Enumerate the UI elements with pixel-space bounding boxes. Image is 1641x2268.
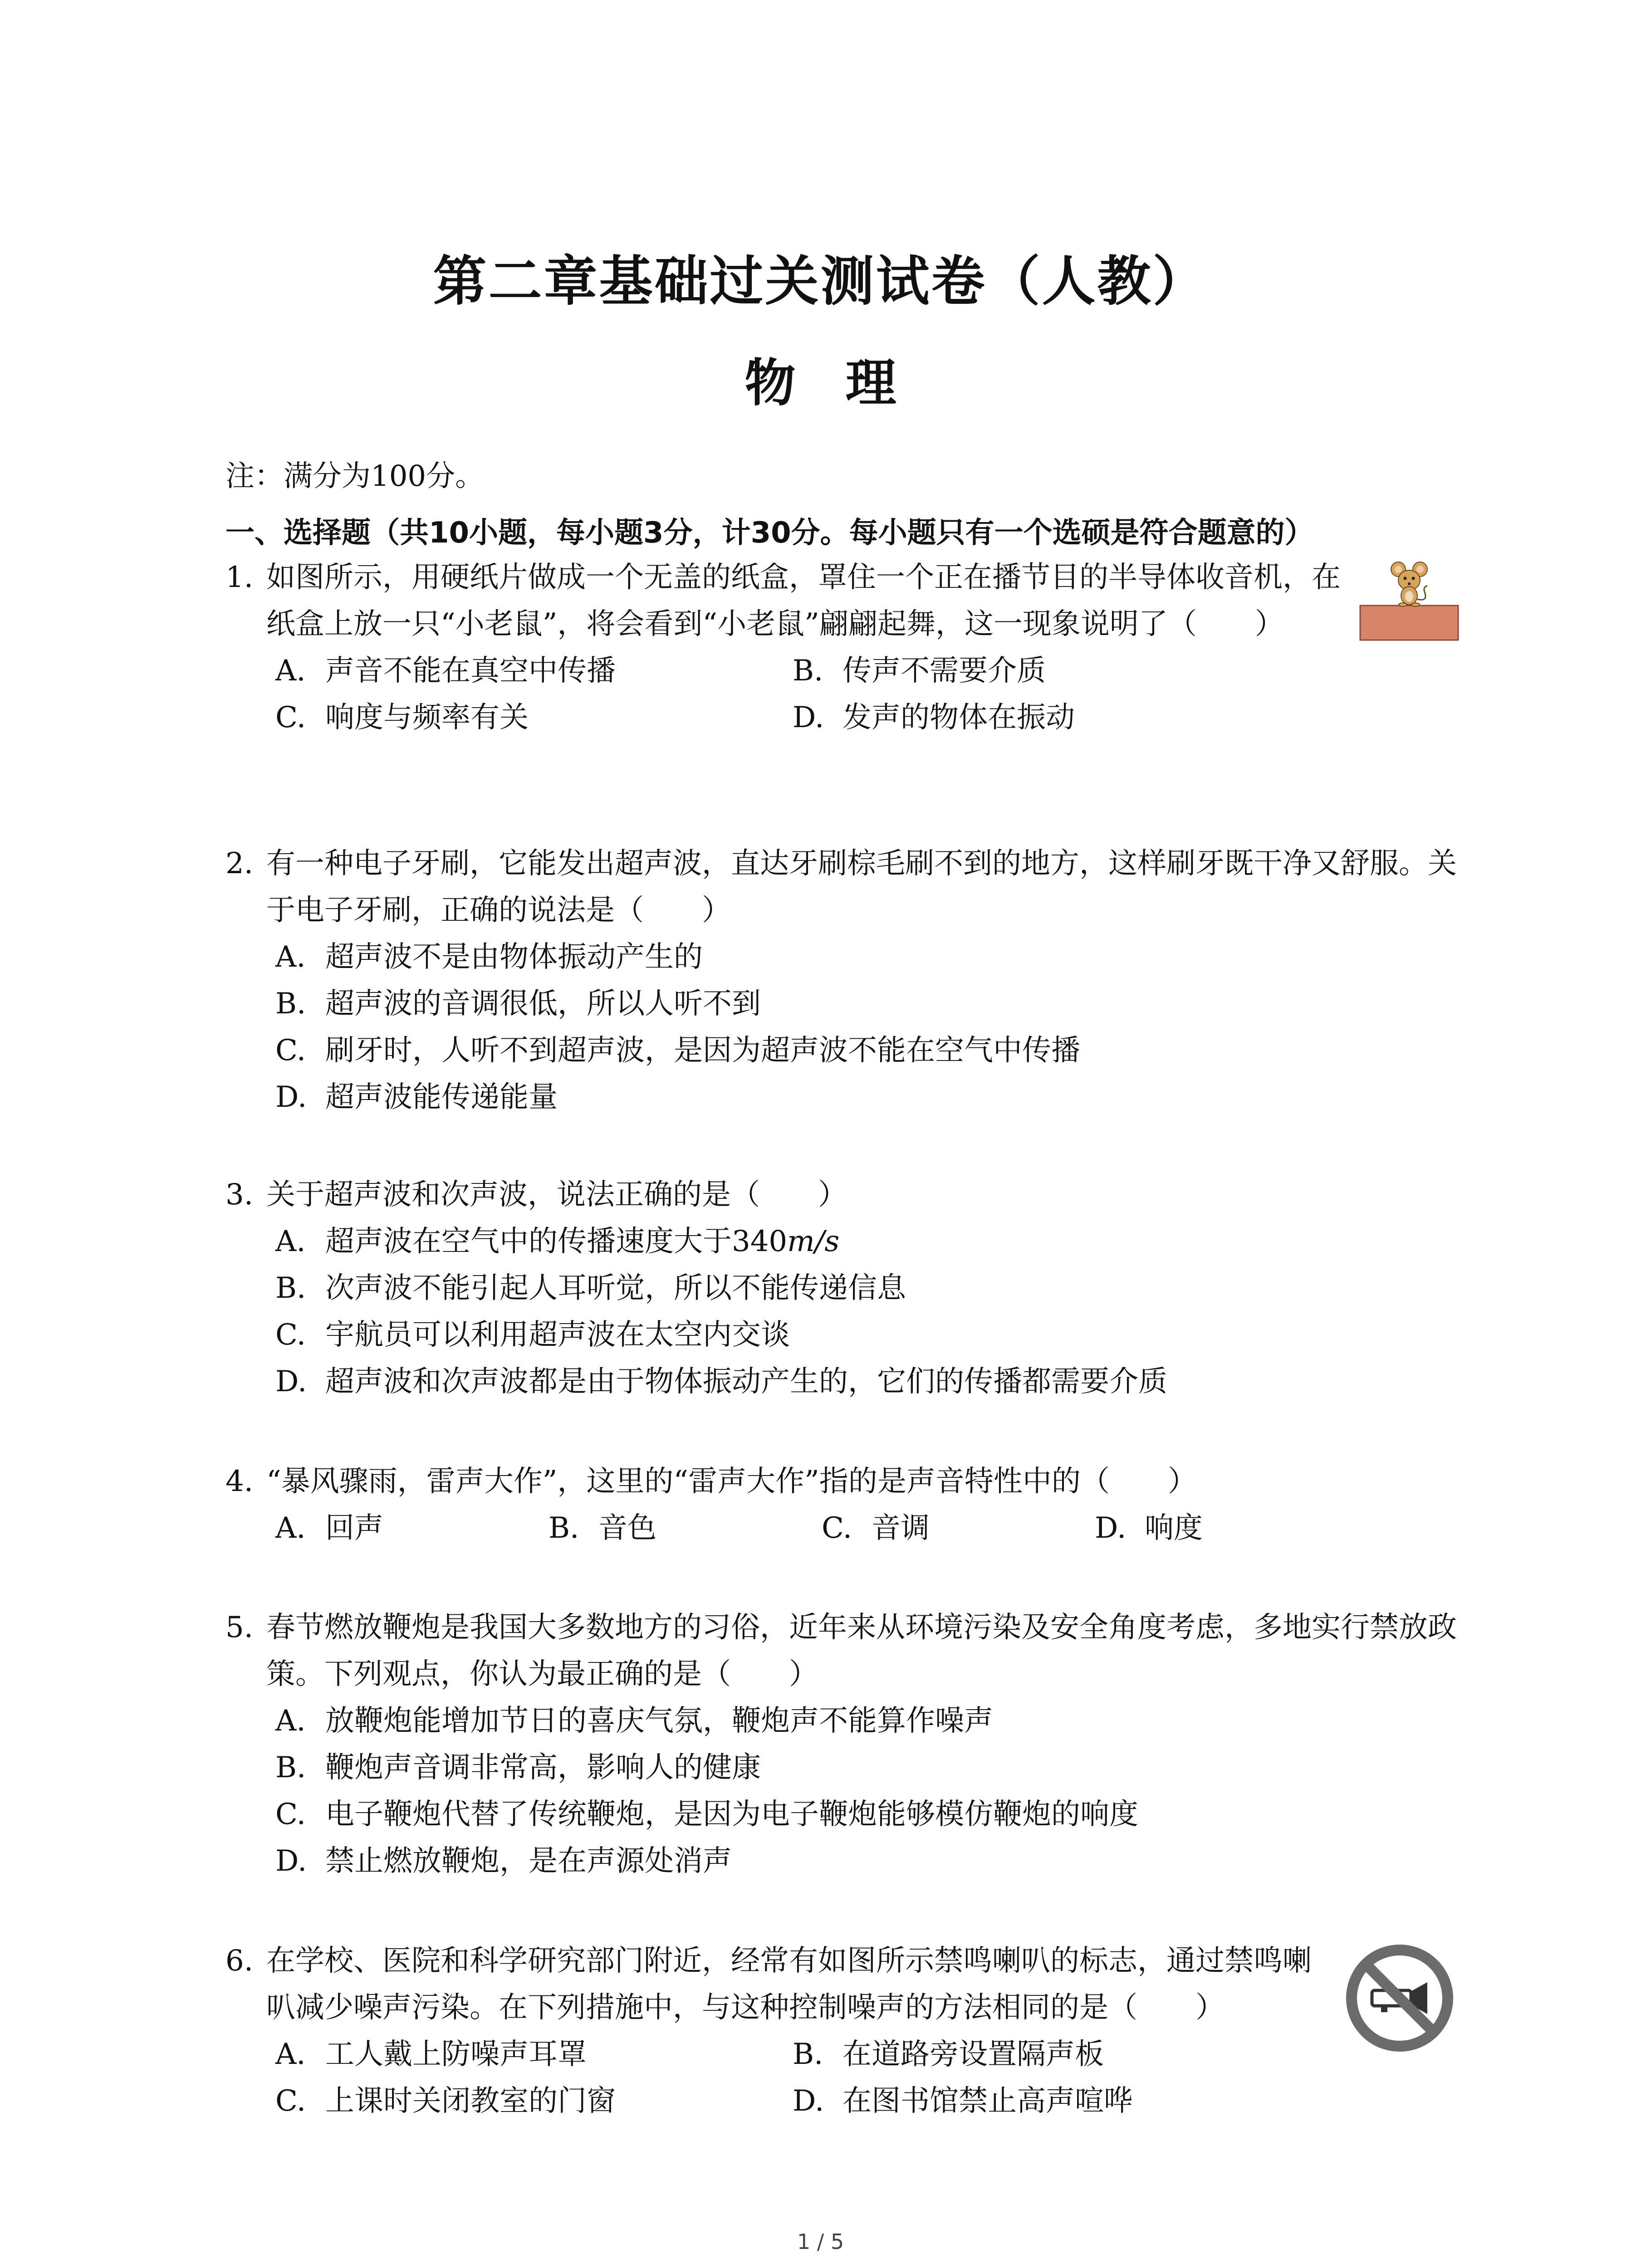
question-text: 关于超声波和次声波，说法正确的是（ ）: [266, 1178, 847, 1212]
option-text: 音调: [872, 1511, 930, 1545]
option-letter: D.: [1095, 1511, 1127, 1545]
options-row: [275, 2031, 1323, 2078]
option-d[interactable]: [793, 694, 1310, 741]
option-letter: C.: [275, 701, 306, 734]
question-number: 2.: [225, 847, 254, 880]
option-letter: D.: [793, 701, 824, 734]
option-text: 超声波能传递能量: [325, 1080, 558, 1114]
section-heading: 一、选择题（共10小题，每小题3分，计30分。每小题只有一个选硕是符合题意的）: [225, 516, 1314, 550]
option-letter: D.: [793, 2084, 824, 2118]
option-b[interactable]: [549, 1505, 822, 1552]
question-number: 6.: [225, 1944, 254, 1978]
option-text: 上课时关闭教室的门窗: [325, 2084, 616, 2118]
question-stem: [225, 554, 1342, 648]
option-letter: B.: [275, 1751, 306, 1784]
option-letter: C.: [275, 1798, 306, 1831]
question-6: [225, 1938, 1323, 2125]
option-d[interactable]: [793, 2078, 1310, 2125]
option-d[interactable]: [1095, 1505, 1368, 1552]
speed-unit: m/s: [787, 1225, 840, 1258]
question-stem: [225, 1938, 1323, 2031]
option-letter: A.: [275, 1225, 306, 1258]
question-1: [225, 554, 1342, 741]
option-letter: B.: [275, 987, 306, 1021]
question-text: “暴风骤雨，雷声大作”，这里的“雷声大作”指的是声音特性中的（ ）: [266, 1465, 1197, 1498]
option-letter: B.: [275, 1271, 306, 1305]
option-letter: C.: [275, 1034, 306, 1067]
option-a[interactable]: [275, 1505, 549, 1552]
option-text: 次声波不能引起人耳听觉，所以不能传递信息: [325, 1271, 906, 1305]
option-b[interactable]: [275, 1265, 1464, 1312]
subject-char-1: 物: [745, 353, 796, 413]
option-text: 鞭炮声音调非常高，影响人的健康: [325, 1751, 761, 1784]
option-c[interactable]: [822, 1505, 1095, 1552]
question-2: [225, 841, 1464, 1121]
option-b[interactable]: [793, 648, 1310, 694]
option-text: 禁止燃放鞭炮，是在声源处消声: [325, 1844, 732, 1878]
question-stem: [225, 1604, 1464, 1698]
page-title: 第二章基础过关测试卷（人教）: [433, 249, 1208, 313]
option-a[interactable]: [275, 648, 793, 694]
option-text: 在道路旁设置隔声板: [843, 2038, 1104, 2071]
options-row: [275, 648, 1342, 694]
option-text: 超声波的音调很低，所以人听不到: [325, 987, 761, 1021]
options-row: [275, 694, 1342, 741]
option-letter: D.: [275, 1080, 307, 1114]
option-letter: C.: [822, 1511, 852, 1545]
option-text: 在图书馆禁止高声喧哗: [843, 2084, 1133, 2118]
question-number: 4.: [225, 1465, 254, 1498]
subject-heading: [0, 349, 1641, 417]
options-row: [275, 2078, 1323, 2125]
option-b[interactable]: [275, 1745, 1464, 1791]
option-text: 超声波在空气中的传播速度大于340: [325, 1225, 788, 1258]
option-letter: A.: [275, 654, 306, 688]
paper-box: [1360, 606, 1458, 640]
option-text: 刷牙时，人听不到超声波，是因为超声波不能在空气中传播: [325, 1034, 1080, 1067]
option-text: 超声波和次声波都是由于物体振动产生的，它们的传播都需要介质: [325, 1365, 1167, 1398]
option-d[interactable]: [275, 1074, 1464, 1121]
option-b[interactable]: [275, 981, 1464, 1027]
option-c[interactable]: [275, 2078, 793, 2125]
option-a[interactable]: [275, 1218, 1464, 1265]
question-5: [225, 1604, 1464, 1885]
subject-char-2: 理: [845, 353, 896, 413]
question-stem: [225, 1458, 1464, 1505]
option-letter: A.: [275, 1704, 306, 1738]
question-number: 3.: [225, 1178, 254, 1212]
question-4: [225, 1458, 1464, 1552]
option-text: 响度与频率有关: [325, 701, 529, 734]
option-text: 宇航员可以利用超声波在太空内交谈: [325, 1318, 790, 1352]
option-letter: C.: [275, 1318, 306, 1352]
option-a[interactable]: [275, 2031, 793, 2078]
option-letter: A.: [275, 2038, 306, 2071]
option-c[interactable]: [275, 1312, 1464, 1359]
option-b[interactable]: [793, 2031, 1310, 2078]
option-c[interactable]: [275, 1027, 1464, 1074]
option-text: 超声波不是由物体振动产生的: [325, 940, 703, 974]
option-a[interactable]: [275, 1698, 1464, 1745]
option-text: 工人戴上防噪声耳罩: [325, 2038, 587, 2071]
question-text: 有一种电子牙刷，它能发出超声波，直达牙刷棕毛刷不到的地方，这样刷牙既干净又舒服。关于电子牙刷，正确的说法是（ ）: [266, 847, 1457, 927]
option-letter: A.: [275, 940, 306, 974]
option-c[interactable]: [275, 1791, 1464, 1838]
option-letter: D.: [275, 1365, 307, 1398]
question-3: [225, 1172, 1464, 1405]
question-text: 在学校、医院和科学研究部门附近，经常有如图所示禁鸣喇叭的标志，通过禁鸣喇叭减少噪声污染。在下列措施中，与这种控制噪声的方法相同的是（ ）: [266, 1944, 1312, 2024]
option-text: 响度: [1145, 1511, 1203, 1545]
option-d[interactable]: [275, 1838, 1464, 1885]
option-text: 发声的物体在振动: [843, 701, 1075, 734]
option-letter: D.: [275, 1844, 307, 1878]
no-honking-sign-icon: [1343, 1941, 1456, 2055]
question-text: 春节燃放鞭炮是我国大多数地方的习俗，近年来从环境污染及安全角度考虑，多地实行禁放政策。下列观点，你认为最正确的是（ ）: [266, 1611, 1457, 1691]
option-a[interactable]: [275, 934, 1464, 981]
option-d[interactable]: [275, 1359, 1464, 1405]
option-text: 放鞭炮能增加节日的喜庆气氛，鞭炮声不能算作噪声: [325, 1704, 993, 1738]
option-c[interactable]: [275, 694, 793, 741]
question-text: 如图所示，用硬纸片做成一个无盖的纸盒，罩住一个正在播节目的半导体收音机，在纸盒上放一只“小老鼠”，将会看到“小老鼠”翩翩起舞，这一现象说明了（ ）: [266, 561, 1341, 641]
option-text: 回声: [325, 1511, 383, 1545]
option-letter: B.: [793, 654, 823, 688]
option-text: 电子鞭炮代替了传统鞭炮，是因为电子鞭炮能够模仿鞭炮的响度: [325, 1798, 1138, 1831]
option-letter: C.: [275, 2084, 306, 2118]
question-stem: [225, 1172, 1464, 1218]
question-number: 1.: [225, 561, 254, 594]
option-letter: B.: [793, 2038, 823, 2071]
options-row: [275, 1505, 1464, 1552]
score-note: 注：满分为100分。: [225, 459, 485, 493]
option-text: 音色: [598, 1511, 656, 1545]
option-text: 传声不需要介质: [843, 654, 1046, 688]
option-text: 声音不能在真空中传播: [325, 654, 616, 688]
question-stem: [225, 841, 1464, 934]
question-number: 5.: [225, 1611, 254, 1644]
mouse-on-box-figure: [1357, 560, 1462, 643]
option-letter: A.: [275, 1511, 306, 1545]
page-indicator: 1 / 5: [797, 2229, 844, 2254]
mouse-icon: [1391, 562, 1427, 606]
option-letter: B.: [549, 1511, 579, 1545]
